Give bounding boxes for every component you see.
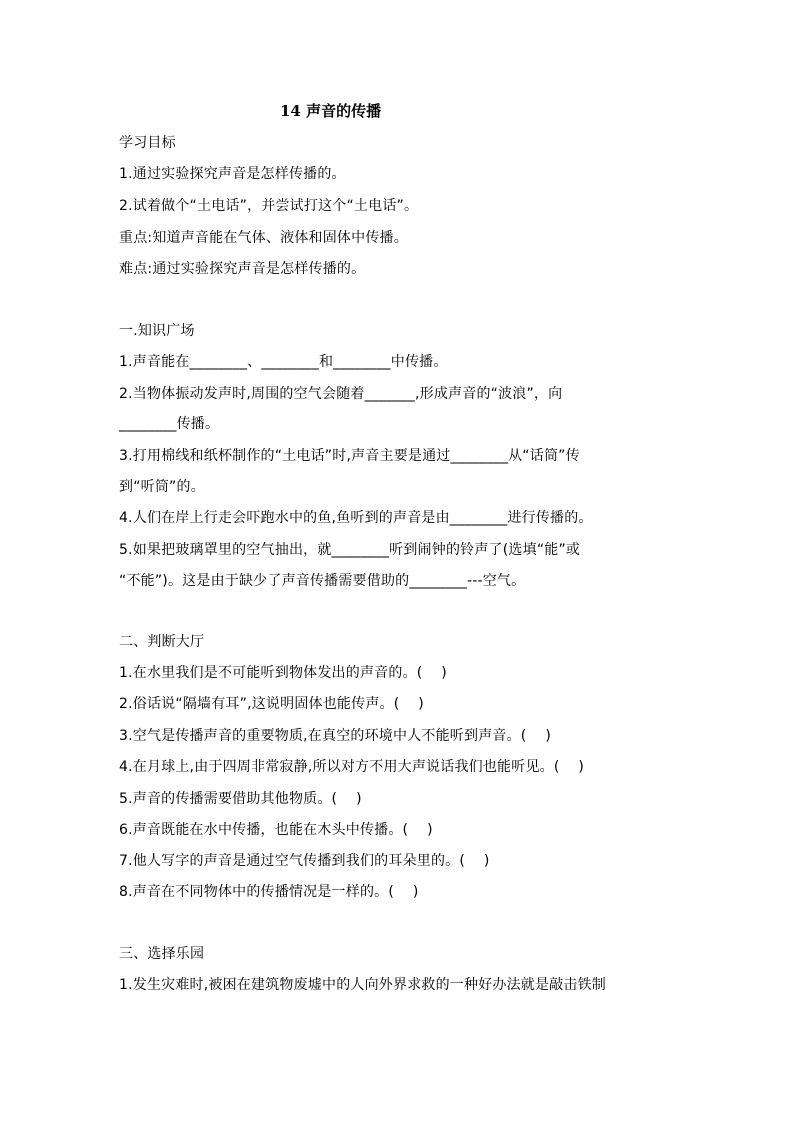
section1-heading: 一.知识广场	[119, 323, 195, 339]
judgement-item-7: 7.他人写字的声音是通过空气传播到我们的耳朵里的。( )	[119, 853, 490, 869]
judgement-item-2: 2.俗话说“隔墙有耳”,这说明固体也能传声。( )	[119, 696, 424, 712]
judgement-item-4: 4.在月球上,由于四周非常寂静,所以对方不用大声说话我们也能听见。( )	[119, 759, 585, 775]
difficult-point: 难点:通过实验探究声音是怎样传播的。	[119, 261, 366, 277]
section1-line-8: “不能”)。这是由于缺少了声音传播需要借助的________---空气。	[119, 573, 526, 589]
objective-item-2: 2.试着做个“土电话”，并尝试打这个“土电话”。	[119, 198, 419, 214]
choice-item-1: 1.发生灾难时,被困在建筑物废墟中的人向外界求救的一种好办法就是敲击铁制	[119, 977, 607, 993]
page-title: 14 声音的传播	[280, 102, 382, 120]
judgement-item-1: 1.在水里我们是不可能听到物体发出的声音的。( )	[119, 665, 447, 681]
section1-line-3: ________传播。	[119, 416, 220, 432]
judgement-item-6: 6.声音既能在水中传播，也能在木头中传播。( )	[119, 822, 433, 838]
section1-line-4: 3.打用棉线和纸杯制作的“土电话”时,声音主要是通过________从“话筒”传	[119, 448, 580, 464]
key-point: 重点:知道声音能在气体、液体和固体中传播。	[119, 230, 408, 246]
section1-line-5: 到“听筒”的。	[119, 479, 205, 495]
judgement-item-3: 3.空气是传播声音的重要物质,在真空的环境中人不能听到声音。( )	[119, 728, 551, 744]
section2-heading: 二、判断大厅	[119, 634, 205, 650]
section1-line-1: 1.声音能在________、________和________中传播。	[119, 354, 448, 370]
judgement-item-5: 5.声音的传播需要借助其他物质。( )	[119, 791, 362, 807]
section3-heading: 三、选择乐园	[119, 946, 205, 962]
objectives-heading: 学习目标	[119, 135, 176, 151]
section1-line-2: 2.当物体振动发声时,周围的空气会随着_______,形成声音的“波浪”，向	[119, 386, 563, 402]
objective-item-1: 1.通过实验探究声音是怎样传播的。	[119, 166, 346, 182]
section1-line-7: 5.如果把玻璃罩里的空气抽出，就________听到闹钟的铃声了(选填“能”或	[119, 542, 581, 558]
section1-line-6: 4.人们在岸上行走会吓跑水中的鱼,鱼听到的声音是由________进行传播的。	[119, 510, 593, 526]
judgement-item-8: 8.声音在不同物体中的传播情况是一样的。( )	[119, 884, 419, 900]
